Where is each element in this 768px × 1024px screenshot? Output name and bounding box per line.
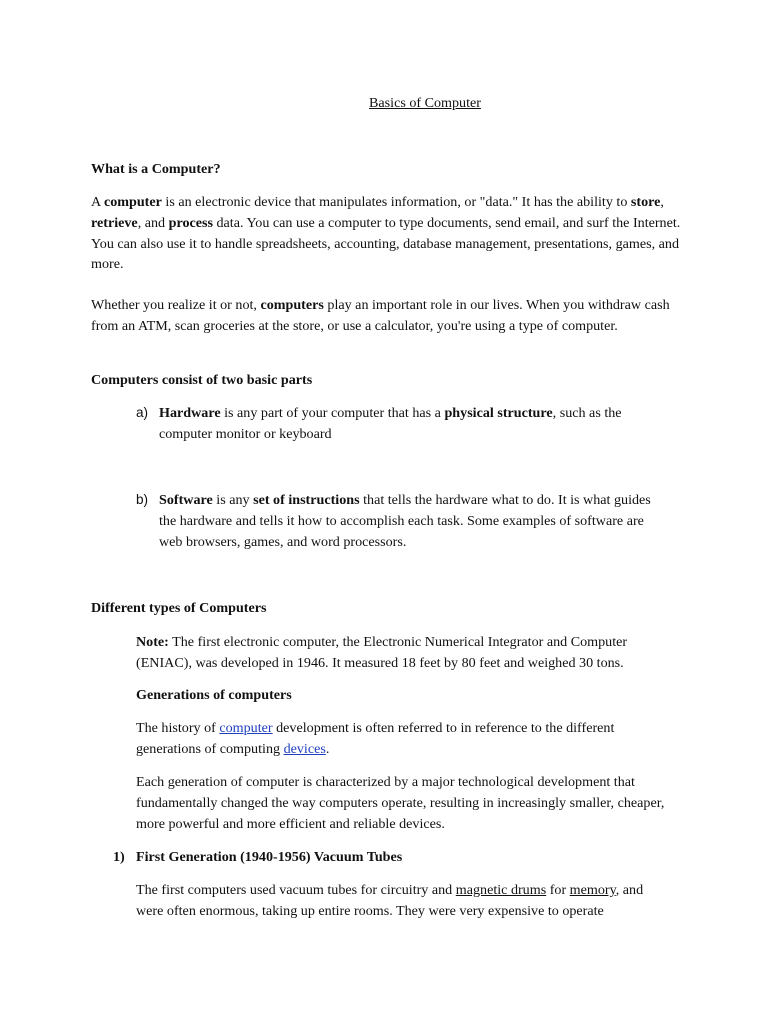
text-run: play an important role in our lives. When you withdraw cash from an ATM, scan groceries at the store, or use a calculator, you're using a type of computer. <box>91 297 670 334</box>
bold-term-software: Software <box>159 492 213 508</box>
document-title: Basics of Computer <box>369 95 481 111</box>
heading-first-generation: First Generation (1940-1956) Vacuum Tubes <box>136 849 403 865</box>
text-run: is any part of your computer that has a <box>220 405 445 421</box>
link-devices[interactable]: devices <box>283 740 326 757</box>
list-item-hardware <box>159 403 669 445</box>
bold-term-store: store <box>630 194 661 210</box>
text-run: The first computers used vacuum tubes for circuitry and <box>136 882 456 898</box>
list-item-software <box>159 490 669 552</box>
text-run: Whether you realize it or not, <box>91 297 261 313</box>
text-run: is any <box>212 492 254 508</box>
bold-term-physical-structure: physical structure <box>444 405 553 421</box>
bold-term-process: process <box>168 214 213 231</box>
list-marker-b: b) <box>136 492 149 507</box>
list-marker-a: a) <box>136 405 149 420</box>
bold-term-set-of-instructions: set of instructions <box>253 492 360 508</box>
heading-basic-parts: Computers consist of two basic parts <box>91 372 313 388</box>
text-run: data. You can use a computer to type documents, send email, and surf the Internet. You can also use it to handle spreadsheets, accounting, database management, presentations, games, and more. <box>91 214 681 273</box>
underlined-term-magnetic-drums: magnetic drums <box>455 882 547 898</box>
paragraph-generations-history <box>136 718 661 760</box>
paragraph-computer-definition <box>91 192 681 275</box>
paragraph-first-generation <box>136 880 666 922</box>
heading-what-is-computer: What is a Computer? <box>91 161 221 177</box>
text-run: The history of <box>136 720 220 736</box>
note-paragraph-eniac <box>136 632 671 674</box>
note-label: Note: <box>136 634 169 650</box>
heading-generations: Generations of computers <box>136 687 292 703</box>
paragraph-generation-characterized: Each generation of computer is characterized by a major technological development that fundamentally changed the way computers operate, resulting in increasingly smaller, cheaper, more powerful and more efficient and reliable devices. <box>136 774 665 832</box>
link-computer[interactable]: computer <box>219 720 273 736</box>
text-run: , such as the computer monitor or keyboard <box>159 405 622 442</box>
heading-types-of-computers: Different types of Computers <box>91 600 267 616</box>
bold-term-retrieve: retrieve <box>91 214 138 231</box>
bold-term-computer: computer <box>103 194 162 210</box>
text-run: that tells the hardware what to do. It is what guides the hardware and tells it how to accomplish each task. Some examples of software are web browsers, games, and word processors. <box>159 492 651 550</box>
text-run: for <box>546 882 570 898</box>
underlined-term-memory: memory <box>569 882 616 898</box>
text-run: , <box>660 194 664 210</box>
text-run: . <box>325 740 330 757</box>
text-run: The first electronic computer, the Electronic Numerical Integrator and Computer (ENIAC), was developed in 1946. It measured 18 feet by 80 feet and weighed 30 tons. <box>136 634 628 671</box>
text-run: A <box>91 194 104 210</box>
text-run: development is often referred to in reference to the different generations of computing <box>136 720 615 757</box>
text-run: is an electronic device that manipulates information, or "data." It has the ability to <box>161 194 631 210</box>
paragraph-computers-role <box>91 295 681 337</box>
bold-term-computers: computers <box>260 297 324 313</box>
text-run: , and <box>137 214 169 231</box>
bold-term-hardware: Hardware <box>159 405 221 421</box>
text-run: , and were often enormous, taking up entire rooms. They were very expensive to operate <box>136 882 644 919</box>
list-marker-1: 1) <box>113 849 125 865</box>
